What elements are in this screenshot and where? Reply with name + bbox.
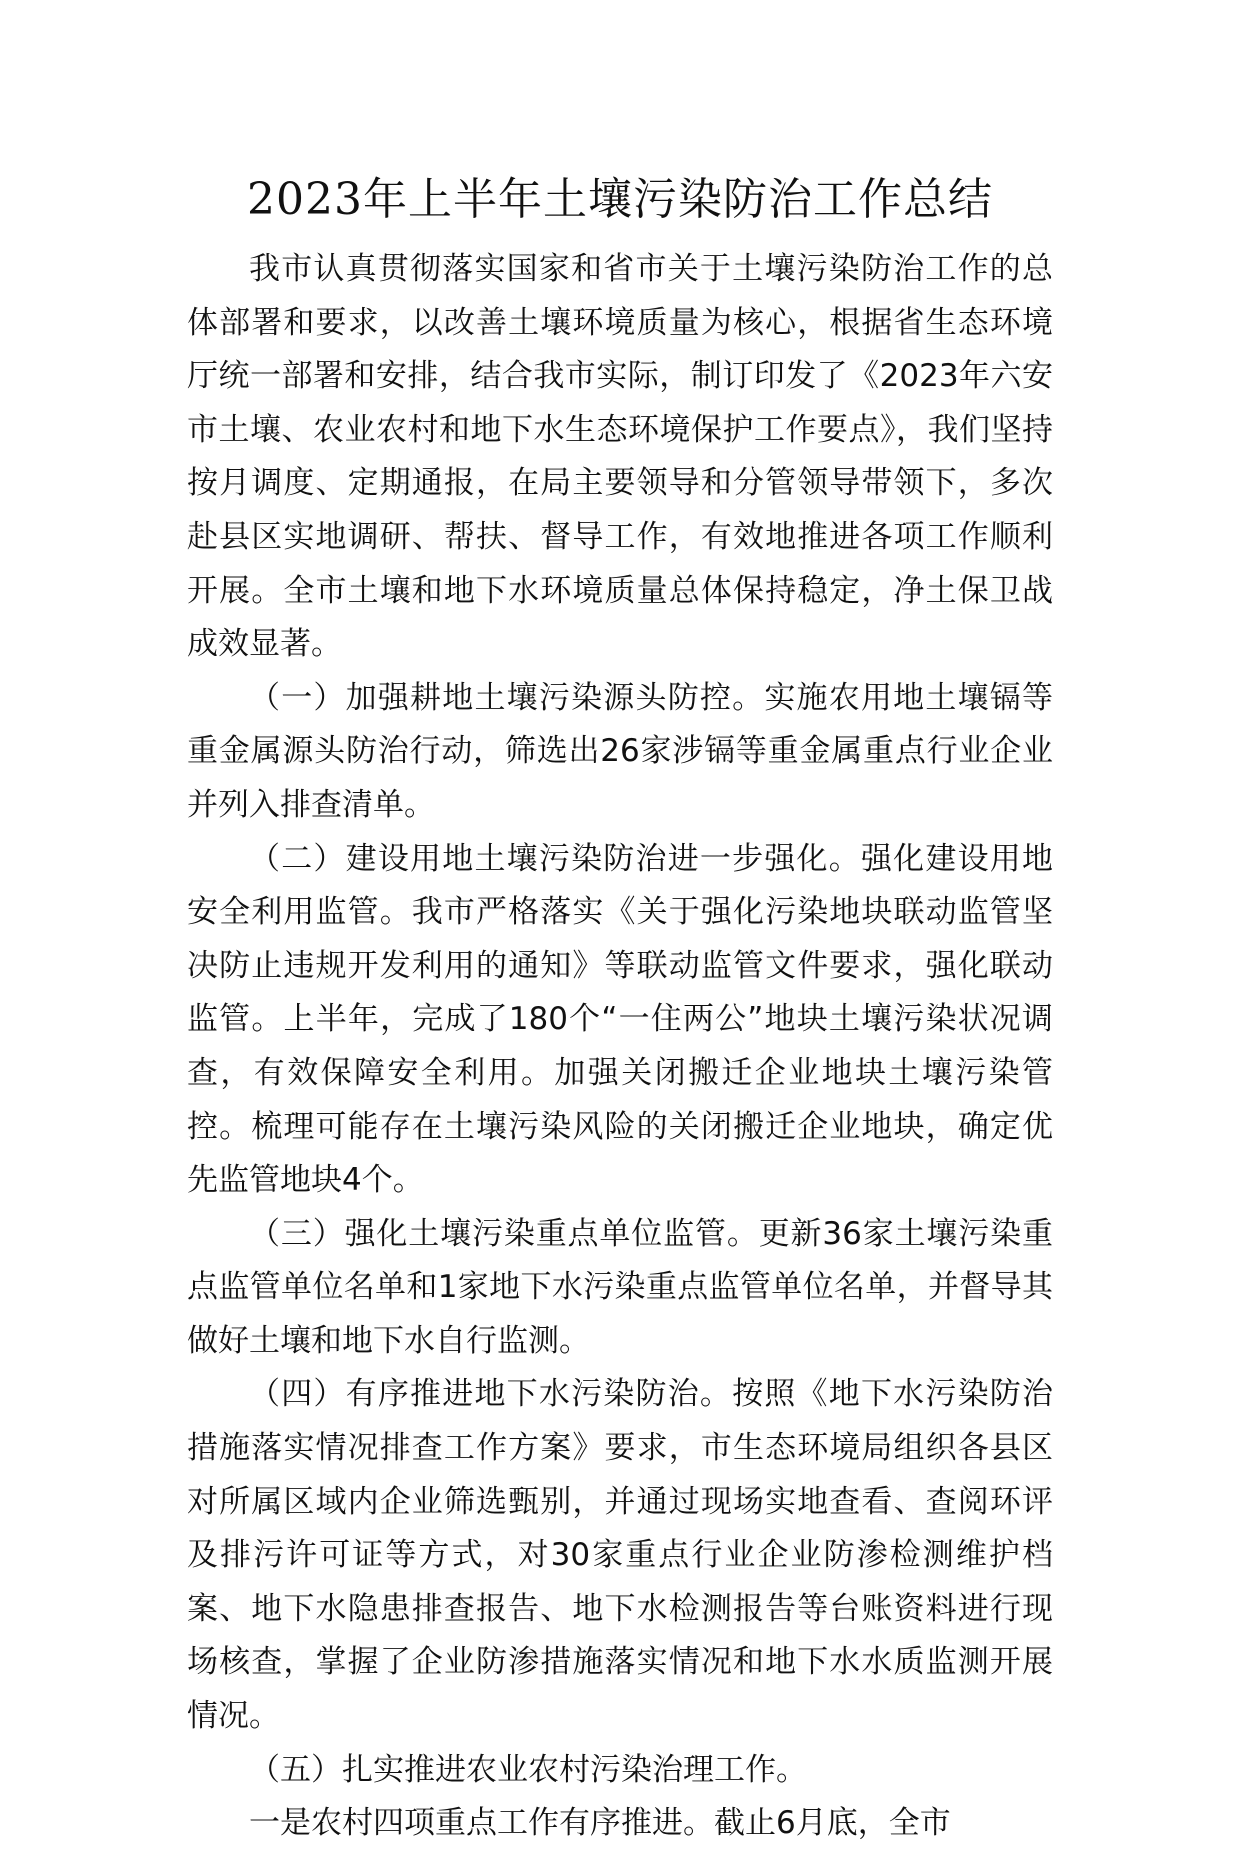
paragraph-section-4: （四）有序推进地下水污染防治。按照《地下水污染防治措施落实情况排查工作方案》要求，市生态环境局组织各县区对所属区域内企业筛选甄别，并通过现场实地查看、查阅环评及排污许可证等方式，对30家重点行业企业防渗检测维护档案、地下水隐患排查报告、地下水检测报告等台账资料进行现场核查，掌握了企业防渗措施落实情况和地下水水质监测开展情况。 <box>187 1376 1053 1735</box>
paragraph-section-1: （一）加强耕地土壤污染源头防控。实施农用地土壤镉等重金属源头防治行动，筛选出26家涉镉等重金属重点行业企业并列入排查清单。 <box>187 679 1053 823</box>
paragraph-intro: 我市认真贯彻落实国家和省市关于土壤污染防治工作的总体部署和要求，以改善土壤环境质量为核心，根据省生态环境厅统一部署和安排，结合我市实际，制订印发了《2023年六安市土壤、农业农村和地下水生态环境保护工作要点》，我们坚持按月调度、定期通报，在局主要领导和分管领导带领下，多次赴县区实地调研、帮扶、督导工作，有效地推进各项工作顺利开展。全市土壤和地下水环境质量总体保持稳定，净土保卫战成效显著。 <box>187 251 1053 663</box>
document-title: 2023年上半年土壤污染防治工作总结 <box>247 174 993 225</box>
paragraph-section-2: （二）建设用地土壤污染防治进一步强化。强化建设用地安全利用监管。我市严格落实《关于强化污染地块联动监管坚决防止违规开发利用的通知》等联动监管文件要求，强化联动监管。上半年，完成了180个“一住两公”地块土壤污染状况调查，有效保障安全利用。加强关闭搬迁企业地块土壤污染管控。梳理可能存在土壤污染风险的关闭搬迁企业地块，确定优先监管地块4个。 <box>187 840 1053 1199</box>
paragraph-section-5: （五）扎实推进农业农村污染治理工作。 <box>249 1751 807 1788</box>
document-body <box>187 243 1053 1851</box>
paragraph-section-5-item-1: 一是农村四项重点工作有序推进。截止6月底，全市 <box>249 1805 951 1842</box>
paragraph-section-3: （三）强化土壤污染重点单位监管。更新36家土壤污染重点监管单位名单和1家地下水污染重点监管单位名单，并督导其做好土壤和地下水自行监测。 <box>187 1215 1053 1359</box>
